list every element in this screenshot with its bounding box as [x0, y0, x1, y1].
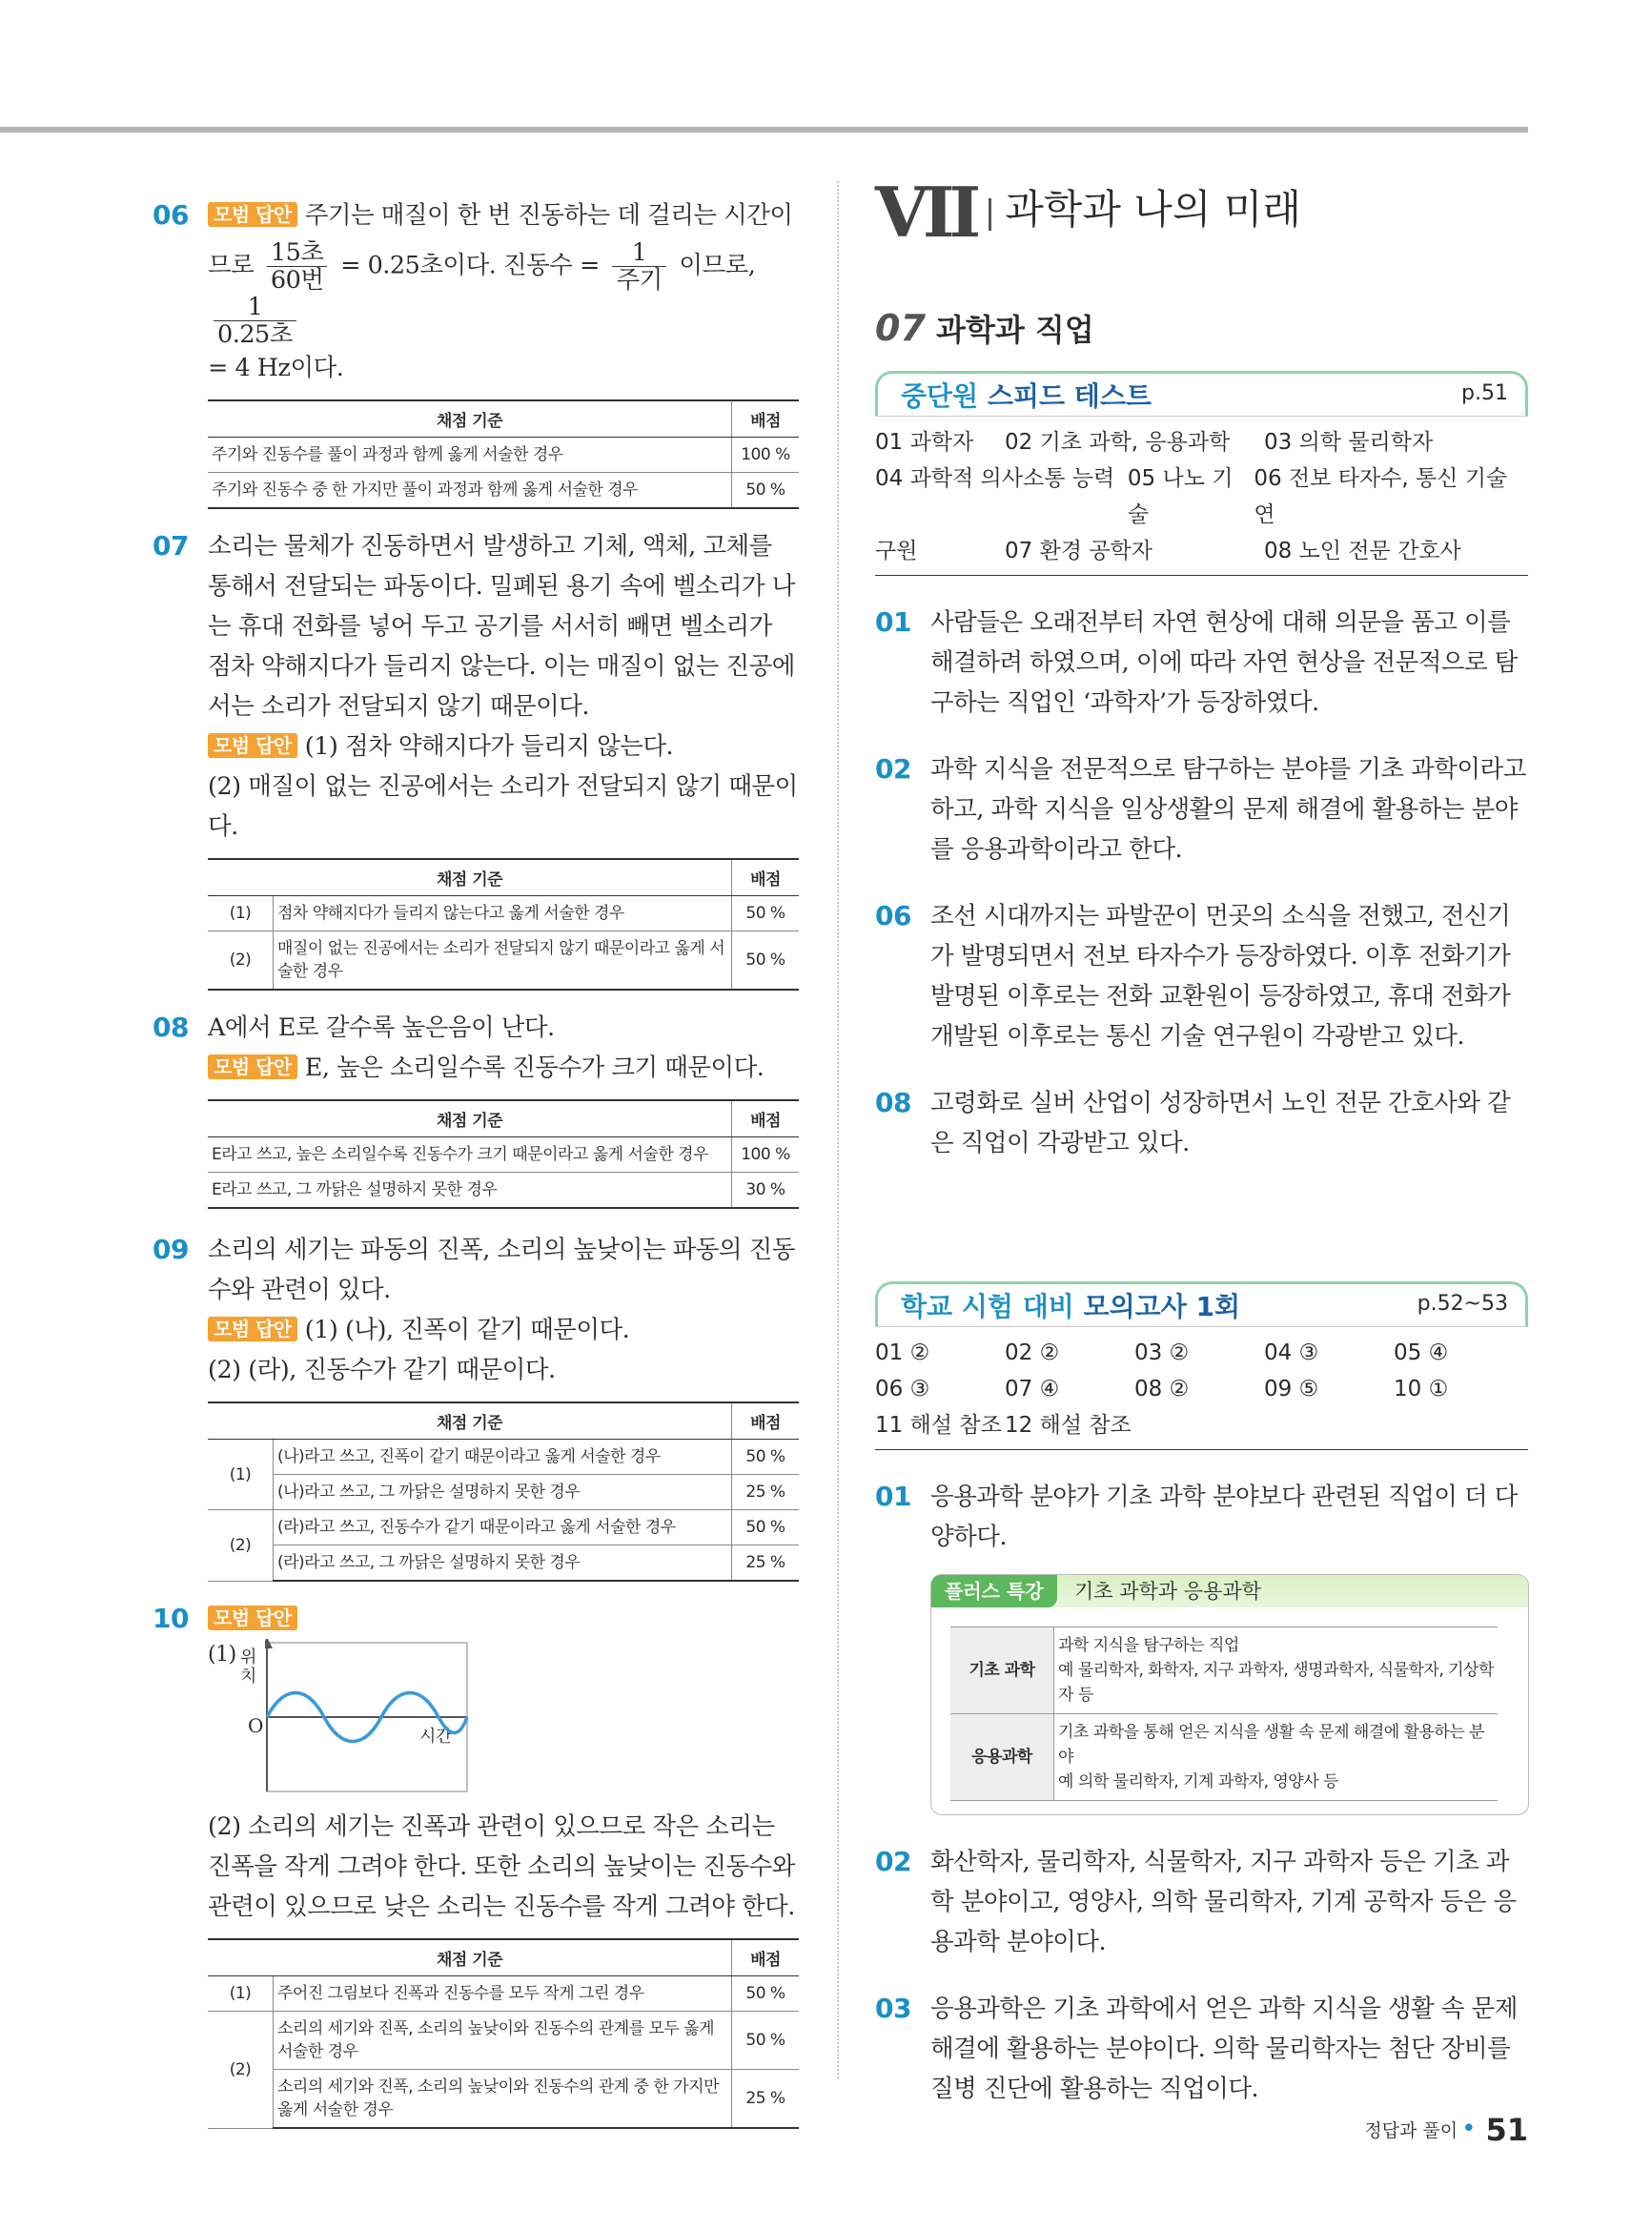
- item-number: 08: [875, 1087, 911, 1118]
- sub-label-cell: (1): [208, 1976, 274, 2012]
- speed-test-header: [875, 371, 1528, 416]
- explanation-item: [875, 1989, 1528, 2109]
- table-row: [208, 438, 799, 473]
- table-row: [208, 1545, 799, 1582]
- bullet-icon: •: [1461, 2115, 1477, 2143]
- answer-row: [875, 1335, 1528, 1371]
- table-row: [208, 1440, 799, 1475]
- item-text: 조선 시대까지는 파발꾼이 먼곳의 소식을 전했고, 전신기가 발명되면서 전보 타자수가 등장하였다. 이후 전화기가 발명된 이후로는 전화 교환원이 등장하였고, 휴대 전화가 개발된 이후로는 통신 기술 연구원이 각광받고 있다.: [930, 902, 1511, 1051]
- table-row: [208, 2070, 799, 2129]
- point-cell: 50 %: [732, 1976, 800, 2012]
- point-cell: 25 %: [732, 1545, 800, 1582]
- question-07: [153, 526, 799, 847]
- formula-text: 이므로,: [679, 251, 756, 280]
- formula-text: 므로: [208, 251, 255, 280]
- answer-item: 06 전보 타자수, 통신 기술 연: [1254, 466, 1508, 527]
- left-column: [153, 195, 799, 2146]
- answer-item: 07 ④: [1005, 1377, 1060, 1401]
- table-row: [208, 1475, 799, 1510]
- point-cell: 50 %: [732, 1510, 800, 1545]
- answer-item: 01 과학자: [875, 430, 974, 455]
- title-part: 중단원: [901, 380, 979, 412]
- wave-graph: [153, 1639, 799, 1803]
- y-axis-arrow: [265, 1639, 273, 1648]
- table-header: 배점: [732, 1100, 800, 1137]
- question-number: 06: [153, 199, 189, 231]
- fraction-denominator: 주기: [616, 266, 663, 295]
- definition-text: 기초 과학을 통해 얻은 지식을 생활 속 문제 해결에 활용하는 분야: [1058, 1723, 1485, 1767]
- page-number: 51: [1485, 2112, 1528, 2148]
- unit-header: [875, 172, 1528, 253]
- description-cell: [1054, 1714, 1499, 1801]
- table-header: 배점: [732, 1939, 800, 1976]
- sub-label-cell: (1): [208, 1440, 274, 1510]
- page-ref: p.51: [1461, 381, 1508, 405]
- answer-item: 05 ④: [1394, 1340, 1449, 1365]
- explanation-item: [875, 1842, 1528, 1962]
- speed-test-title: [901, 376, 1152, 414]
- item-number: 02: [875, 753, 911, 785]
- footer-label: 정답과 풀이: [1364, 2120, 1458, 2141]
- question-text: A에서 E로 갈수록 높은음이 난다.: [208, 1013, 555, 1042]
- criterion-cell: 점차 약해지다가 들리지 않는다고 옳게 서술한 경우: [274, 896, 732, 931]
- answer-item: 05 나노 기술: [1127, 466, 1234, 527]
- item-text: 사람들은 오래전부터 자연 현상에 대해 의문을 품고 이를 해결하려 하였으며, 이에 따라 자연 현상을 전문적으로 탐구하는 직업인 ‘과학자’가 등장하였다.: [930, 608, 1518, 717]
- unit-separator: [989, 198, 991, 231]
- point-cell: 50 %: [732, 1440, 800, 1475]
- answer-row: [875, 424, 1528, 460]
- mock-exam-title: [901, 1286, 1240, 1324]
- fraction-numerator: 1: [612, 239, 665, 267]
- plus-lecture-box: [930, 1574, 1529, 1815]
- model-answer-tag: 모범 답안: [208, 1054, 297, 1079]
- sub-label-cell: (1): [208, 896, 274, 931]
- unit-title: 과학과 나의 미래: [1005, 186, 1301, 233]
- answer-item: 01 ②: [875, 1340, 930, 1365]
- plus-lecture-tag: 플러스 특강: [931, 1575, 1057, 1607]
- table-row: [208, 896, 799, 931]
- speed-test-answers: [875, 416, 1528, 576]
- fraction-denominator: 0.25초: [217, 320, 293, 349]
- answer-text: (1) (나), 진폭이 같기 때문이다.: [304, 1316, 630, 1344]
- answer-item: 구원: [875, 539, 918, 563]
- category-cell: 응용과학: [950, 1714, 1054, 1801]
- point-cell: 100 %: [732, 438, 800, 473]
- answer-item: 10 ①: [1394, 1377, 1449, 1401]
- top-rule: [0, 127, 1528, 133]
- answer-row: [875, 1371, 1528, 1407]
- answer-item: 06 ③: [875, 1377, 930, 1401]
- point-cell: 50 %: [732, 2012, 800, 2070]
- item-text: 응용과학 분야가 기초 과학 분야보다 관련된 직업이 더 다양하다.: [930, 1483, 1518, 1551]
- scoring-table-08: [208, 1099, 799, 1209]
- item-number: 02: [875, 1846, 911, 1877]
- answer-row: [875, 460, 1528, 533]
- table-header: 배점: [732, 1402, 800, 1440]
- sub-label-cell: (2): [208, 2012, 274, 2129]
- graph-y-label: 위 치: [240, 1647, 256, 1687]
- plus-lecture-header: [931, 1575, 1528, 1607]
- answer-row: [875, 533, 1528, 569]
- criterion-cell: 주기와 진동수를 풀이 과정과 함께 옳게 서술한 경우: [208, 438, 732, 473]
- description-cell: [1054, 1627, 1499, 1714]
- fraction-period: [267, 239, 328, 294]
- criterion-cell: E라고 쓰고, 그 까닭은 설명하지 못한 경우: [208, 1173, 732, 1209]
- graph-x-label: 시간: [419, 1727, 452, 1747]
- table-header: 채점 기준: [208, 1100, 732, 1137]
- model-answer-tag: 모범 답안: [208, 202, 297, 227]
- plus-lecture-table: [950, 1626, 1498, 1801]
- wave-graph-svg: [265, 1639, 471, 1801]
- table-row: [208, 1137, 799, 1173]
- formula-line: [153, 239, 799, 348]
- scoring-table-09: [208, 1401, 799, 1582]
- title-part: 학교 시험 대비: [901, 1291, 1074, 1322]
- explanation-item: [875, 603, 1528, 723]
- criterion-cell: (나)라고 쓰고, 진폭이 같기 때문이라고 옳게 서술한 경우: [274, 1440, 732, 1475]
- answer-item: 08 노인 전문 간호사: [1264, 539, 1461, 563]
- example-text: 예 물리학자, 화학자, 지구 과학자, 생명과학자, 식물학자, 기상학자 등: [1058, 1661, 1494, 1705]
- title-part: 스피드 테스트: [987, 380, 1152, 412]
- criterion-cell: 매질이 없는 진공에서는 소리가 전달되지 않기 때문이라고 옳게 서술한 경우: [274, 931, 732, 991]
- mock-exam-header: [875, 1281, 1528, 1326]
- point-cell: 25 %: [732, 1475, 800, 1510]
- formula-result: = 4 Hz이다.: [208, 354, 344, 382]
- table-header: 채점 기준: [208, 400, 732, 438]
- criterion-cell: E라고 쓰고, 높은 소리일수록 진동수가 크기 때문이라고 옳게 서술한 경우: [208, 1137, 732, 1173]
- page-ref: p.52~53: [1417, 1292, 1508, 1316]
- question-09: [153, 1230, 799, 1390]
- answer-item: 02 기초 과학, 응용과학: [1005, 430, 1231, 455]
- column-divider: [837, 181, 839, 2078]
- criterion-cell: 주어진 그림보다 진폭과 진동수를 모두 작게 그린 경우: [274, 1976, 732, 2012]
- explanation-item: [875, 1083, 1528, 1163]
- answer-item: 07 환경 공학자: [1005, 539, 1152, 563]
- item-number: 01: [875, 1481, 911, 1512]
- model-answer-tag: 모범 답안: [208, 733, 297, 758]
- item-text: 응용과학은 기초 과학에서 얻은 과학 지식을 생활 속 문제 해결에 활용하는 분야이다. 의학 물리학자는 첨단 장비를 질병 진단에 활용하는 직업이다.: [930, 1995, 1518, 2103]
- sub-label-cell: (2): [208, 931, 274, 991]
- item-number: 01: [875, 606, 911, 638]
- criterion-cell: (라)라고 쓰고, 진동수가 같기 때문이라고 옳게 서술한 경우: [274, 1510, 732, 1545]
- answer-item: 12 해설 참조: [1005, 1413, 1132, 1438]
- scoring-table-10: [208, 1938, 799, 2129]
- point-cell: 50 %: [732, 931, 800, 991]
- item-text: 화산학자, 물리학자, 식물학자, 지구 과학자 등은 기초 과학 분야이고, 영양사, 의학 물리학자, 기계 공학자 등은 응용과학 분야이다.: [930, 1848, 1517, 1956]
- explanation-item: [875, 1477, 1528, 1557]
- explanation-item: [875, 749, 1528, 869]
- model-answer-tag: 모범 답안: [208, 1606, 297, 1630]
- answer-item: 04 ③: [1264, 1340, 1319, 1365]
- question-number: 07: [153, 530, 189, 562]
- question-08: [153, 1008, 799, 1088]
- table-header: 채점 기준: [208, 1939, 732, 1976]
- table-row: [208, 1976, 799, 2012]
- section-name: 과학과 직업: [936, 312, 1094, 348]
- right-column: [875, 172, 1528, 2109]
- explanation-item: [875, 896, 1528, 1056]
- table-row: [208, 1510, 799, 1545]
- answer-item: 03 의학 물리학자: [1264, 430, 1434, 455]
- plus-lecture-title: 기초 과학과 응용과학: [1074, 1580, 1261, 1603]
- fraction-frequency: [612, 239, 665, 294]
- fraction-value: [214, 294, 296, 348]
- table-row: [208, 2012, 799, 2070]
- answer-item: 08 ②: [1134, 1377, 1190, 1401]
- item-text: 과학 지식을 전문적으로 탐구하는 분야를 기초 과학이라고 하고, 과학 지식을 일상생활의 문제 해결에 활용하는 분야를 응용과학이라고 한다.: [930, 755, 1526, 864]
- section-number: 07: [875, 307, 926, 349]
- fraction-denominator: 60번: [270, 266, 324, 295]
- criterion-cell: 소리의 세기와 진폭, 소리의 높낮이와 진동수의 관계를 모두 옳게 서술한 경우: [274, 2012, 732, 2070]
- question-number: 09: [153, 1234, 189, 1265]
- answer-item: 11 해설 참조: [875, 1413, 1002, 1438]
- item-number: 06: [875, 900, 911, 931]
- question-text: 소리는 물체가 진동하면서 발생하고 기체, 액체, 고체를 통해서 전달되는 파동이다. 밀폐된 용기 속에 벨소리가 나는 휴대 전화를 넣어 두고 공기를 서서히 빼면 벨소리가 점차 약해지다가 들리지 않는다. 이는 매질이 없는 진공에서는 소리가 전달되지 않기 때문이다.: [208, 532, 795, 721]
- scoring-table-07: [208, 858, 799, 991]
- title-part: 모의고사 1회: [1083, 1291, 1241, 1322]
- answer-text: (1) 점차 약해지다가 들리지 않는다.: [304, 732, 674, 761]
- criterion-cell: 소리의 세기와 진폭, 소리의 높낮이와 진동수의 관계 중 한 가지만 옳게 서술한 경우: [274, 2070, 732, 2129]
- scoring-table-06: [208, 399, 799, 509]
- answer-text: E, 높은 소리일수록 진동수가 크기 때문이다.: [304, 1054, 765, 1082]
- point-cell: 50 %: [732, 896, 800, 931]
- table-row: [208, 1173, 799, 1209]
- answer-item: 04 과학적 의사소통 능력: [875, 466, 1115, 491]
- question-number: 10: [153, 1603, 189, 1634]
- answer-text: 주기는 매질이 한 번 진동하는 데 걸리는 시간이: [304, 201, 793, 230]
- page-footer: [1364, 2112, 1528, 2148]
- model-answer-tag: 모범 답안: [208, 1317, 297, 1341]
- answer-row: [875, 1407, 1528, 1443]
- mock-exam-answers: [875, 1326, 1528, 1450]
- fraction-numerator: 1: [214, 294, 296, 321]
- category-cell: 기초 과학: [950, 1627, 1054, 1714]
- point-cell: 25 %: [732, 2070, 800, 2129]
- example-text: 예 의학 물리학자, 기계 과학자, 영양사 등: [1058, 1772, 1338, 1791]
- table-header: 채점 기준: [208, 859, 732, 896]
- table-row: [208, 931, 799, 991]
- answer-text: (2) 소리의 세기는 진폭과 관련이 있으므로 작은 소리는 진폭을 작게 그려야 한다. 또한 소리의 높낮이는 진동수와 관련이 있으므로 낮은 소리는 진동수를 작게 그려야 한다.: [208, 1812, 795, 1921]
- answer-item: 02 ②: [1005, 1340, 1060, 1365]
- answer-item: 09 ⑤: [1264, 1377, 1319, 1401]
- item-number: 03: [875, 1993, 911, 2024]
- point-cell: 50 %: [732, 473, 800, 509]
- item-text: 고령화로 실버 산업이 성장하면서 노인 전문 간호사와 같은 직업이 각광받고 있다.: [930, 1089, 1511, 1157]
- answer-item: 03 ②: [1134, 1340, 1190, 1365]
- question-number: 08: [153, 1012, 189, 1043]
- criterion-cell: (라)라고 쓰고, 그 까닭은 설명하지 못한 경우: [274, 1545, 732, 1582]
- fraction-numerator: 15초: [267, 239, 328, 267]
- formula-text: = 0.25초이다. 진동수 =: [340, 251, 600, 280]
- answer-text: (2) 매질이 없는 진공에서는 소리가 전달되지 않기 때문이다.: [208, 772, 798, 841]
- table-row: [950, 1627, 1498, 1714]
- section-title: [875, 306, 1528, 350]
- unit-roman-numeral: VII: [875, 172, 976, 253]
- point-cell: 100 %: [732, 1137, 800, 1173]
- question-10: [153, 1599, 799, 1927]
- table-header: 배점: [732, 400, 800, 438]
- criterion-cell: 주기와 진동수 중 한 가지만 풀이 과정과 함께 옳게 서술한 경우: [208, 473, 732, 509]
- criterion-cell: (나)라고 쓰고, 그 까닭은 설명하지 못한 경우: [274, 1475, 732, 1510]
- graph-origin-label: O: [248, 1714, 263, 1737]
- table-row: [950, 1714, 1498, 1801]
- table-header: 배점: [732, 859, 800, 896]
- answer-text: (2) (라), 진동수가 같기 때문이다.: [208, 1356, 556, 1384]
- question-text: 소리의 세기는 파동의 진폭, 소리의 높낮이는 파동의 진동수와 관련이 있다.: [208, 1236, 795, 1304]
- graph-part-label: (1): [208, 1643, 236, 1667]
- table-row: [208, 473, 799, 509]
- table-header: 채점 기준: [208, 1402, 732, 1440]
- point-cell: 30 %: [732, 1173, 800, 1209]
- definition-text: 과학 지식을 탐구하는 직업: [1058, 1636, 1239, 1655]
- question-06: [153, 195, 799, 388]
- sub-label-cell: (2): [208, 1510, 274, 1582]
